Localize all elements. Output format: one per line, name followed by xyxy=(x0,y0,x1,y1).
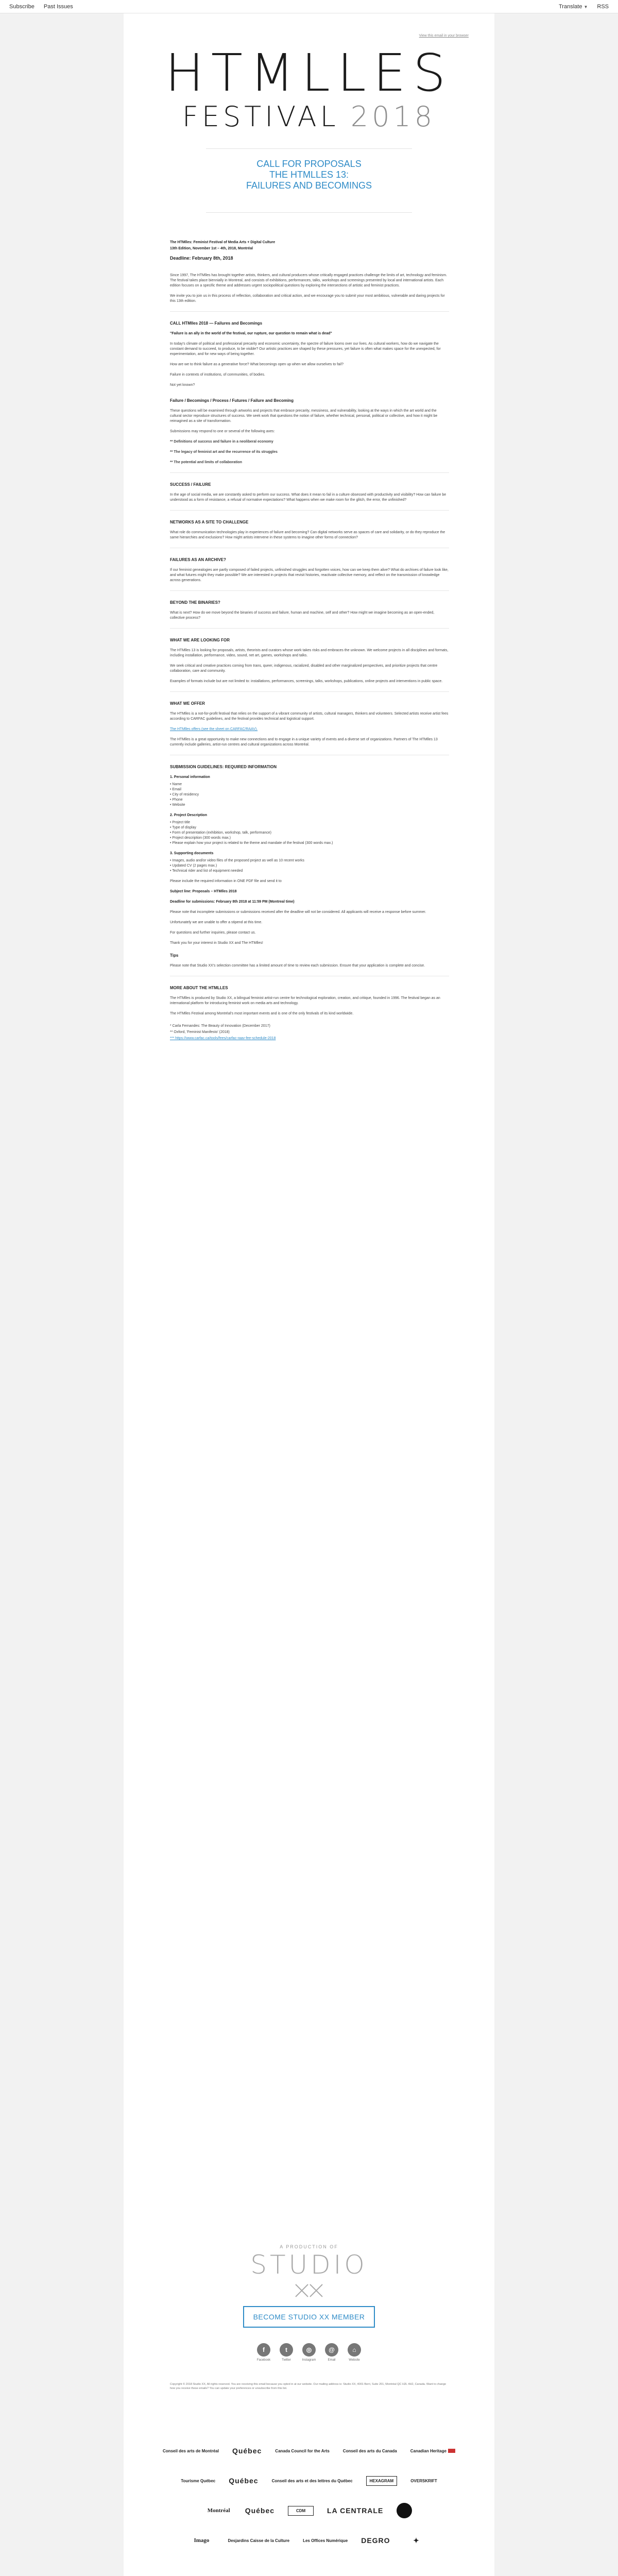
intro-title: The HTMlles: Feminist Festival of Media Arts + Digital Culture xyxy=(170,241,276,244)
subscribe-link[interactable]: Subscribe xyxy=(9,3,35,10)
footnote-link[interactable]: *** https://www.carfac.ca/tools/fees/carfac-raav-fee-schedule-2018 xyxy=(170,1037,276,1040)
section-body: What role do communication technologies play in experiences of failure and becoming? Can digital networks serve as spaces of care and solidarity, or do they reproduce the same hierarchies and exclusions? How might artists intervene in these systems to imagine other forms of connection? xyxy=(170,531,445,539)
section-title: SUBMISSION GUIDELINES: REQUIRED INFORMATION xyxy=(170,765,277,769)
sponsor-logo: Conseil des arts de Montréal xyxy=(163,2448,219,2453)
list-item: • Updated CV (2 pages max.) xyxy=(170,863,449,869)
top-bar xyxy=(0,0,618,13)
social-item[interactable] xyxy=(347,2343,362,2362)
axis-text: Definitions of success and failure in a neoliberal economy xyxy=(174,440,273,444)
footnote: * Carla Fernandes: The Beauty of Innovation (December 2017) xyxy=(170,1024,270,1028)
call-for-proposals-title xyxy=(124,159,494,191)
email-content xyxy=(170,240,449,1046)
sponsor-logo xyxy=(397,2503,412,2518)
submit-instructions: Please include the required information in ONE PDF file and send it to xyxy=(170,879,282,883)
axis-text: The potential and limits of collaboration xyxy=(174,461,243,464)
divider xyxy=(206,212,412,213)
rss-link[interactable]: RSS xyxy=(597,3,609,10)
topbar-left xyxy=(9,4,73,10)
body-paragraph: Not yet known? xyxy=(170,383,195,387)
social-item[interactable] xyxy=(324,2343,339,2362)
section-body: What is next? How do we move beyond the binaries of success and failure, human and machine, self and other? How might we imagine becoming as an open-ended, collective process? xyxy=(170,611,435,620)
sponsor-logo: OVERSKRIFT xyxy=(410,2478,437,2483)
section-title: SUCCESS / FAILURE xyxy=(170,482,211,487)
section-title: MORE ABOUT THE HTMLLES xyxy=(170,986,228,990)
guideline-head: 3. Supporting documents xyxy=(170,852,214,855)
studio-xx-logo xyxy=(124,2244,494,2298)
tips-title: Tips xyxy=(170,953,179,958)
social-label: Facebook xyxy=(256,2359,271,2362)
sponsor-logo: Québec xyxy=(245,2506,275,2515)
festival-logo xyxy=(124,45,494,133)
sponsor-row xyxy=(124,2468,494,2494)
section-title: NETWORKS AS A SITE TO CHALLENGE xyxy=(170,520,249,524)
themes-heading: Failure / Becomings / Process / Futures / Failure and Becoming xyxy=(170,398,294,403)
body-paragraph: How are we to think failure as a generative force? What becomings open up when we allow ourselves to fail? xyxy=(170,363,344,366)
guideline-head: 2. Project Description xyxy=(170,814,207,817)
sponsor-row xyxy=(124,2498,494,2523)
topbar-right xyxy=(559,4,609,10)
deadline-line: Deadline for submissions: February 8th 2018 at 11:59 PM (Montreal time) xyxy=(170,900,295,904)
xx-mark-icon xyxy=(295,2283,323,2298)
section-body: The HTMlles 13 is looking for proposals, artists, theorists and curators whose work takes risks and embraces the unknown. We welcome projects in all disciplines and formats, including installation, performance, video, sound, net art, games, workshops and talks. xyxy=(170,649,449,657)
guideline-list xyxy=(170,858,449,874)
flag-icon xyxy=(448,2449,455,2453)
logo-festival: FESTIVAL xyxy=(182,100,339,133)
notice: Please note that incomplete submissions or submissions received after the deadline will not be considered. All applicants will receive a response before summer. xyxy=(170,910,426,914)
sponsor-logo: Desjardins Caisse de la Culture xyxy=(228,2538,290,2543)
sponsor-logo: Imago xyxy=(194,2537,210,2544)
email-body xyxy=(124,13,494,2576)
sponsor-logo: Conseil des arts et des lettres du Québec xyxy=(271,2478,353,2483)
social-label: Website xyxy=(349,2359,360,2362)
section-body: In the age of social media, we are constantly asked to perform our success. What does it mean to fail in a culture obsessed with productivity and visibility? How can failure be understood as a form of resistance, a refusal of normative expectations? What happens when we make room for the glitch, the error, the unfinished? xyxy=(170,493,447,502)
logo-year: 2018 xyxy=(350,100,436,133)
subject-line: Subject line: Proposals – HTMlles 2018 xyxy=(170,890,237,893)
logo-festival-line xyxy=(124,101,494,133)
divider xyxy=(206,148,412,149)
chevron-down-icon: ▼ xyxy=(583,4,588,9)
social-item[interactable] xyxy=(256,2343,271,2362)
sponsor-logo: Tourisme Québec xyxy=(181,2478,216,2483)
sponsor-logo: DEGRO xyxy=(361,2536,390,2545)
body-paragraph: In today's climate of political and professional precarity and economic uncertainty, the spectre of failure looms over our lives. As cultural workers, how do we navigate the constant demand to succeed, to produce, to be visible? Our artistic practices are shaped by these pressures, yet failure is often what makes space for the unexpected, for experimentation, and for new ways of being together. xyxy=(170,342,441,356)
divider xyxy=(170,628,449,629)
body-paragraph: Submissions may respond to one or several of the following axes: xyxy=(170,430,275,433)
translate-dropdown[interactable] xyxy=(559,4,588,10)
production-of-label: A PRODUCTION OF xyxy=(280,2244,338,2249)
past-issues-link[interactable]: Past Issues xyxy=(43,3,73,10)
divider xyxy=(170,472,449,473)
sponsor-logo: ✦ xyxy=(413,2536,420,2545)
sponsor-logo: Québec xyxy=(229,2476,259,2485)
website-icon: ⌂ xyxy=(348,2343,361,2357)
section-body: The HTMlles is produced by Studio XX, a bilingual feminist artist-run centre for technological exploration, creation, and critique, founded in 1996. The festival began as an international platform for introducing feminist work on media arts and technology. xyxy=(170,996,440,1005)
become-member-button[interactable]: BECOME STUDIO XX MEMBER xyxy=(243,2306,375,2328)
sponsor-row xyxy=(124,2438,494,2464)
intro-edition: 13th Edition, November 1st – 4th, 2018, Montréal xyxy=(170,247,253,250)
translate-label: Translate xyxy=(559,3,582,10)
list-item: • Type of display xyxy=(170,825,449,831)
sponsor-logo: Conseil des arts du Canada xyxy=(342,2448,397,2453)
list-item: • Email xyxy=(170,787,449,792)
email-icon: @ xyxy=(325,2343,338,2357)
list-item: • Name xyxy=(170,782,449,787)
twitter-icon: t xyxy=(280,2343,293,2357)
section-title: FAILURES AS AN ARCHIVE? xyxy=(170,557,226,562)
section-body: We seek critical and creative practices coming from trans, queer, indigenous, racialized, disabled and other marginalized perspectives, and prioritize projects that centre collaboration, care and community. xyxy=(170,664,438,673)
sponsor-logo: LA CENTRALE xyxy=(327,2506,384,2515)
list-item: • Project description (300 words max.) xyxy=(170,836,449,841)
sponsor-row xyxy=(124,2528,494,2553)
web-version-link[interactable]: View this email in your browser xyxy=(419,34,469,38)
sponsor-logo: Les Offices Numérique xyxy=(303,2538,348,2543)
axis-text: The legacy of feminist art and the recurrence of its struggles xyxy=(174,450,278,454)
list-item: • Technical rider and list of equipment needed xyxy=(170,869,449,874)
divider xyxy=(170,311,449,312)
intro-paragraph: Since 1997, The HTMlles has brought together artists, thinkers, and cultural producers whose critically engaged practices challenge the limits of art, technology and feminism. The festival takes place biennially in Montreal, and consists of exhibitions, performances, talks, workshops and screenings presented by local and international artists. Each edition focuses on a specific theme and addresses urgent sociopolitical questions by exploring the intersections of artistic and feminist practices. xyxy=(170,274,447,287)
legal-text: Copyright © 2018 Studio XX, All rights reserved. You are receiving this email because you opted in at our website. Our mailing address is: Studio XX, 4001 Berri, Suite 201, Montréal QC H2L 4H2, Canada. Want to change how you receive these emails? You can update your preferences or unsubscribe from this list. xyxy=(170,2383,447,2390)
logo-htmlles: HTMLLES xyxy=(165,43,453,103)
cfp-heading: CALL HTMlles 2018 — Failures and Becomings xyxy=(170,321,263,326)
divider xyxy=(170,590,449,591)
social-label: Twitter xyxy=(282,2359,291,2362)
instagram-icon: ◎ xyxy=(302,2343,316,2357)
guideline-list xyxy=(170,820,449,846)
sponsor-logo: CDM xyxy=(288,2506,314,2516)
axis-item: ** The potential and limits of collaboration xyxy=(170,461,243,464)
section-title: BEYOND THE BINARIES? xyxy=(170,600,220,605)
section-body: The HTMlles Festival among Montréal's most important events and is one of the only festivals of its kind worldwide. xyxy=(170,1012,354,1015)
section-body: The HTMlles is a not-for-profit festival that relies on the support of a vibrant community of artists, cultural managers, thinkers and volunteers. Selected artists receive artist fees according to CARFAC guidelines, and the festival provides technical and logistical support. xyxy=(170,712,449,721)
social-links xyxy=(124,2343,494,2362)
axis-item: ** The legacy of feminist art and the recurrence of its struggles xyxy=(170,450,278,454)
social-item[interactable] xyxy=(279,2343,294,2362)
facebook-icon: f xyxy=(257,2343,270,2357)
axis-item: ** Definitions of success and failure in a neoliberal economy xyxy=(170,440,273,444)
body-paragraph: Failure in contexts of institutions, of communities, of bodies. xyxy=(170,373,265,377)
section-body: If our feminist genealogies are partly composed of failed projects, unfinished struggles and forgotten voices, how can we keep them alive? What do archives of failure look like, and what futures might they make possible? We are interested in projects that revisit histories, reactivate collective memory, and reflect on the transmission of knowledge across generations. xyxy=(170,568,449,582)
sponsor-logo: Canada Council for the Arts xyxy=(275,2448,330,2453)
cfp-line-1: CALL FOR PROPOSALS xyxy=(256,159,362,169)
carfac-link[interactable]: The HTMlles offers (see the sheet on CARFAC/RAAV). xyxy=(170,727,258,731)
body-paragraph: These questions will be examined through artworks and projects that embrace precarity, messiness, and vulnerability, looking at the ways in which the art world and the cultural sector reproduce structures of success. We seek work that questions the notion of failure, whether technical, personal, political or collective, and how it might be reimagined as a site of transformation. xyxy=(170,409,438,423)
list-item: • City of residency xyxy=(170,792,449,798)
section-body: Examples of formats include but are not limited to: installations, performances, screenings, talks, workshops, publications, online projects and interventions in public space. xyxy=(170,680,443,683)
sponsor-logos xyxy=(124,2438,494,2557)
cfp-line-2: THE HTMLLES 13: xyxy=(269,170,349,180)
sponsor-logo: Québec xyxy=(232,2446,262,2455)
list-item: • Form of presentation (exhibition, workshop, talk, performance) xyxy=(170,831,449,836)
list-item: • Website xyxy=(170,803,449,808)
spacer xyxy=(170,393,449,398)
intro-paragraph: We invite you to join us in this process of reflection, collaboration and critical action, and we encourage you to submit your most ambitious, vulnerable and daring projects for this 13th edition. xyxy=(170,294,445,303)
notice: For questions and further inquiries, please contact us. xyxy=(170,931,256,935)
studio-wordmark: STUDIO xyxy=(250,2250,368,2280)
guideline-list xyxy=(170,782,449,808)
tips-body: Please note that Studio XX's selection committee has a limited amount of time to review each submission. Ensure that your application is complete and concise. xyxy=(170,964,425,968)
section-title: WHAT WE ARE LOOKING FOR xyxy=(170,638,230,642)
divider xyxy=(170,510,449,511)
section-body: The HTMlles is a great opportunity to make new connections and to engage in a unique variety of events and a diverse set of organizations. Partners of The HTMlles 13 currently include galleries, artist-run centres and cultural organizations across Montréal. xyxy=(170,738,438,747)
sponsor-logo xyxy=(410,2449,455,2453)
notice: Thank you for your interest in Studio XX and The HTMlles! xyxy=(170,941,263,945)
divider xyxy=(170,691,449,692)
social-item[interactable] xyxy=(302,2343,316,2362)
notice: Unfortunately we are unable to offer a stipend at this time. xyxy=(170,921,263,924)
guideline-head: 1. Personal information xyxy=(170,775,210,779)
cfp-line-3: FAILURES AND BECOMINGS xyxy=(246,180,372,191)
social-label: Email xyxy=(328,2359,336,2362)
quote: "Failure is an ally in the world of the festival, our rupture, our question to remain what is dead" xyxy=(170,332,332,335)
list-item: • Project title xyxy=(170,820,449,825)
deadline: Deadline: February 8th, 2018 xyxy=(170,256,233,261)
social-label: Instagram xyxy=(302,2359,316,2362)
list-item: • Images, audio and/or video files of the proposed project as well as 10 recent works xyxy=(170,858,449,863)
sponsor-logo: HEXAGRAM xyxy=(366,2476,398,2486)
sponsor-logo: Montréal xyxy=(207,2507,230,2514)
sponsor-name: Canadian Heritage xyxy=(410,2448,447,2453)
list-item: • Phone xyxy=(170,798,449,803)
section-title: WHAT WE OFFER xyxy=(170,701,205,706)
list-item: • Please explain how your project is related to the theme and mandate of the festival (300 words max.) xyxy=(170,841,449,846)
footnote: ** Oxford, 'Feminist Manifesto' (2018) xyxy=(170,1030,230,1034)
